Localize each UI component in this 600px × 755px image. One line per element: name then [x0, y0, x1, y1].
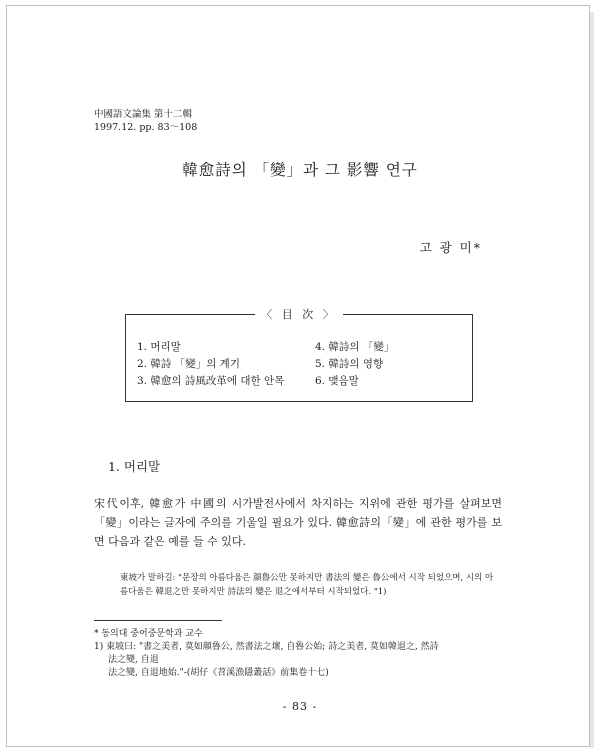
- paper-title: 韓愈詩의 「變」과 그 影響 연구: [182, 161, 418, 179]
- footnotes: [94, 628, 494, 680]
- block-quote: 東坡가 말하길: "문장의 아름다움은 顔魯公만 못하지만 書法의 變은 魯公에서 시작 되었으며, 시의 아름다움은 韓退之만 못하지만 詩法의 變은 退之에서부터 시작되었다. "1): [120, 573, 494, 597]
- journal-name: 中國語文論集 第十二輯: [94, 109, 193, 120]
- toc-item: 3. 韓愈의 詩風改革에 대한 안목: [137, 375, 285, 387]
- table-of-contents: [125, 308, 473, 402]
- toc-item: 5. 韓詩의 영향: [315, 358, 384, 370]
- toc-header: [126, 306, 472, 322]
- footnote-affiliation: * 동의대 중어중문학과 교수: [94, 629, 203, 639]
- toc-item: 1. 머리말: [137, 341, 181, 353]
- toc-grid: [137, 340, 464, 389]
- toc-item: 4. 韓詩의 「變」: [315, 341, 395, 353]
- toc-item: 2. 韓詩 「變」의 계기: [137, 358, 240, 370]
- journal-issue: 1997.12. pp. 83～108: [94, 122, 198, 133]
- section-heading: 1. 머리말: [108, 459, 161, 474]
- footnote-1-continued: 法之變, 自退: [108, 655, 159, 665]
- body-paragraph: 宋代이후, 韓愈가 中國의 시가발전사에서 차지하는 지위에 관한 평가를 살펴보면 「變」이라는 글자에 주의를 기울일 필요가 있다. 韓愈詩의「變」에 관한 평가를 보면 다음과 같은 예를 들 수 있다.: [94, 497, 502, 548]
- footnote-divider: [94, 620, 222, 621]
- journal-info: [94, 108, 197, 134]
- footnote-1: 1) 東坡曰: "書之美者, 莫如顔魯公, 然書法之壞, 自魯公始; 詩之美者, 莫如韓退之, 然詩: [94, 642, 439, 652]
- author-name: 고 광 미*: [419, 240, 482, 255]
- toc-header-label: 〈 目 次 〉: [255, 308, 343, 321]
- footnote-1-continued: 法之變, 自退地始."-(胡仔《苕溪漁隱叢話》前集卷十七): [108, 668, 329, 678]
- page-number: - 83 -: [282, 700, 318, 713]
- toc-item: 6. 맺음말: [315, 375, 359, 387]
